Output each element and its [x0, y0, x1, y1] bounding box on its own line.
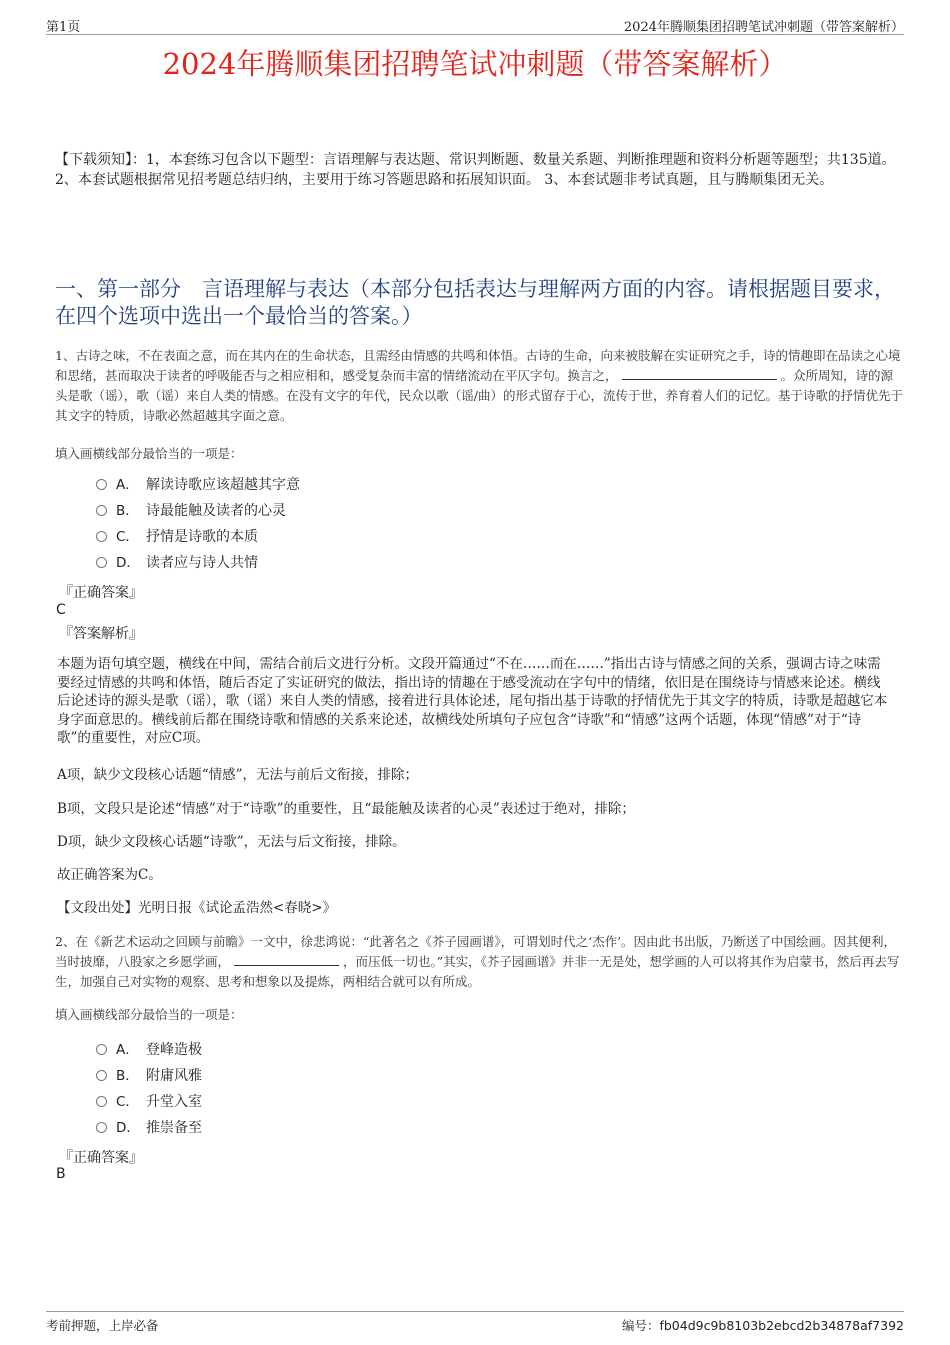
header-doc-title: 2024年腾顺集团招聘笔试冲刺题（带答案解析）: [623, 20, 904, 35]
footer-code-value: fb04d9c9b8103b2ebcd2b34878af7392: [659, 1318, 904, 1333]
q1-answer-label: 『正确答案』: [59, 585, 143, 601]
q2-answer-label: 『正确答案』: [59, 1150, 143, 1166]
q1-option-d[interactable]: D． 读者应与诗人共情: [96, 550, 300, 576]
page-number: 第1页: [46, 20, 81, 35]
q1-note-b: B项，文段只是论述“情感”对于“诗歌”的重要性，且“最能触及读者的心灵”表述过于绝对，排除；: [57, 801, 635, 817]
download-notice: 【下载须知】：1，本套练习包含以下题型：言语理解与表达题、常识判断题、数量关系题、判断推理题和资料分析题等题型；共135道。 2、本套试题根据常见招考题总结归纳，主要用于练习答题思路和拓展知识面。 3、本套试题非考试真题，且与腾顺集团无关。: [55, 152, 896, 188]
footer-code-label: 编号：: [621, 1318, 660, 1333]
q1-option-c[interactable]: C． 抒情是诗歌的本质: [96, 524, 300, 550]
q1-note-a: A项，缺少文段核心话题“情感”，无法与前后文衔接，排除；: [57, 767, 419, 783]
q1-option-a[interactable]: A． 解读诗歌应该超越其字意: [96, 472, 300, 498]
radio-icon[interactable]: [96, 1122, 107, 1133]
q2-prompt: 填入画横线部分最恰当的一项是：: [55, 1007, 243, 1022]
q1-analysis-label: 『答案解析』: [59, 626, 143, 642]
radio-icon[interactable]: [96, 531, 107, 542]
radio-icon[interactable]: [96, 479, 107, 490]
radio-icon[interactable]: [96, 505, 107, 516]
q1-conclusion: 故正确答案为C。: [57, 867, 162, 883]
page-title: 2024年腾顺集团招聘笔试冲刺题（带答案解析）: [162, 47, 788, 81]
q1-prompt: 填入画横线部分最恰当的一项是：: [55, 446, 243, 461]
page-footer: [46, 1311, 904, 1333]
radio-icon[interactable]: [96, 1044, 107, 1055]
radio-icon[interactable]: [96, 557, 107, 568]
q2-option-d[interactable]: D． 推崇备至: [96, 1115, 202, 1141]
page-header: [46, 14, 904, 35]
question-1-stem: [55, 346, 903, 426]
q1-answer: C: [56, 602, 66, 618]
q1-stem-after: 。众所周知，诗的源头是歌（谣），歌（谣）来自人类的情感。在没有文字的年代，民众以歌（谣/曲）的形式留存于心，流传于世，养育着人们的记忆。基于诗歌的抒情优先于其文字的特质，诗歌必然超越其字面之意。: [55, 368, 903, 423]
footer-slogan: 考前押题，上岸必备: [46, 1318, 159, 1333]
radio-icon[interactable]: [96, 1096, 107, 1107]
q1-note-d: D项，缺少文段核心话题“诗歌”，无法与后文衔接，排除。: [57, 834, 406, 850]
q2-option-c[interactable]: C． 升堂入室: [96, 1089, 202, 1115]
q1-blank: [622, 367, 777, 380]
q1-analysis: 本题为语句填空题，横线在中间，需结合前后文进行分析。文段开篇通过“不在……而在……”指出古诗与情感之间的关系，强调古诗之味需要经过情感的共鸣和体悟，随后否定了实证研究的做法，指出诗的情趣在于感受流动在字句中的情绪，依旧是在围绕诗与情感来论述。横线后论述诗的源头是歌（谣），歌（谣）来自人类的情感，接着进行具体论述，尾句指出基于诗歌的抒情优先于其文字的特质，诗歌是超越它本身字面意思的。横线前后都在围绕诗歌和情感的关系来论述，故横线处所填句子应包含“诗歌”和“情感”这两个话题，体现“情感”对于“诗歌”的重要性，对应C项。: [57, 656, 888, 746]
q2-stem-before: 2、在《新艺术运动之回顾与前瞻》一文中，徐悲鸿说：“此著名之《芥子园画谱》，可谓划时代之‘杰作’。因由此书出版，乃断送了中国绘画。因其便利，当时披靡，八股家之乡愿学画，: [55, 934, 897, 969]
q2-stem-after: ，而压低一切也。”其实，《芥子园画谱》并非一无是处，想学画的人可以将其作为启蒙书，然后再去写生，加强自己对实物的观察、思考和想象以及提炼，两相结合就可以有所成。: [55, 954, 900, 989]
q2-option-a[interactable]: A． 登峰造极: [96, 1037, 202, 1063]
q2-option-b[interactable]: B． 附庸风雅: [96, 1063, 202, 1089]
q2-blank: [234, 953, 339, 966]
q1-source: 【文段出处】光明日报《试论孟浩然<春晓>》: [57, 900, 337, 916]
section-heading: 一、第一部分 言语理解与表达（本部分包括表达与理解两方面的内容。请根据题目要求，在四个选项中选出一个最恰当的答案。）: [55, 277, 895, 328]
q2-answer: B: [56, 1166, 66, 1182]
footer-code: [622, 1316, 904, 1334]
q1-stem-before: 1、古诗之味，不在表面之意，而在其内在的生命状态，且需经由情感的共鸣和体悟。古诗的生命，向来被肢解在实证研究之手，诗的情趣即在品读之心境和思绪，甚而取决于读者的呼吸能否与之相应相和，感受复杂而丰富的情绪流动在平仄字句。换言之，: [55, 348, 901, 383]
q2-options: [96, 1037, 202, 1141]
q1-options: [96, 472, 300, 576]
question-2-stem: [55, 932, 903, 992]
radio-icon[interactable]: [96, 1070, 107, 1081]
q1-option-b[interactable]: B． 诗最能触及读者的心灵: [96, 498, 300, 524]
